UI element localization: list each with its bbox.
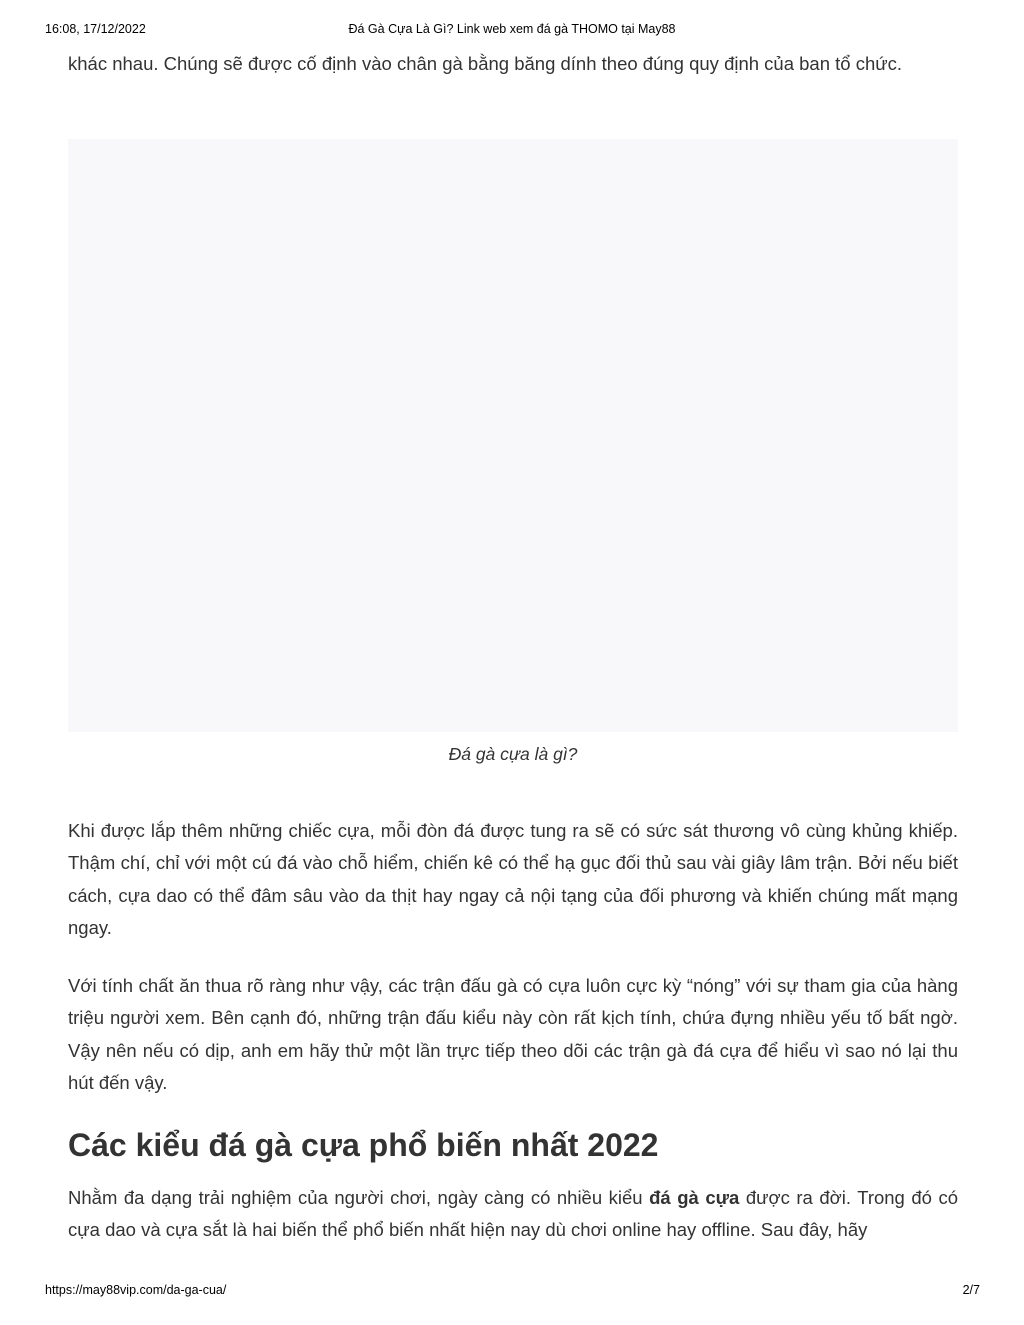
paragraph-text: [68, 1182, 958, 1247]
paragraph-text: Khi được lắp thêm những chiếc cựa, mỗi đòn đá được tung ra sẽ có sức sát thương vô cùng khủng khiếp. Thậm chí, chỉ với một cú đá vào chỗ hiểm, chiến kê có thể hạ gục đối thủ sau vài giây lâm trận. Bởi nếu biết cách, cựa dao có thể đâm sâu vào da thịt hay ngay cả nội tạng của đối phương và khiến chúng mất mạng ngay.: [68, 820, 958, 938]
intro-continuation: khác nhau. Chúng sẽ được cố định vào chân gà bằng băng dính theo đúng quy định của ban tổ chức.: [68, 53, 903, 74]
bold-keyword-link: đá gà cựa: [649, 1187, 740, 1208]
article-figure-image: [68, 139, 958, 732]
print-datetime: 16:08, 17/12/2022: [45, 22, 146, 36]
print-page-number: 2/7: [962, 1283, 980, 1297]
paragraph-text: Với tính chất ăn thua rõ ràng như vậy, các trận đấu gà có cựa luôn cực kỳ “nóng” với sự tham gia của hàng triệu người xem. Bên cạnh đó, những trận đấu kiểu này còn rất kịch tính, chứa đựng nhiều yếu tố bất ngờ. Vậy nên nếu có dịp, anh em hãy thử một lần trực tiếp theo dõi các trận gà đá cựa để hiểu vì sao nó lại thu hút đến vậy.: [68, 975, 958, 1093]
print-url: https://may88vip.com/da-ga-cua/: [45, 1283, 227, 1297]
print-page-title: Đá Gà Cựa Là Gì? Link web xem đá gà THOMO tại May88: [348, 22, 676, 36]
print-footer: [0, 1283, 1024, 1303]
paragraph-text-after: được ra đời. Trong đó có cựa dao và cựa sắt là hai biến thể phổ biến nhất hiện nay dù chơi online hay offline. Sau đây, hãy: [68, 1187, 958, 1241]
paragraph-text-before: Nhằm đa dạng trải nghiệm của người chơi, ngày càng có nhiều kiểu: [68, 1187, 650, 1208]
article-paragraph-1: [68, 815, 958, 944]
article-body: [68, 48, 958, 80]
print-header: [0, 22, 1024, 42]
figure-caption: Đá gà cựa là gì?: [448, 744, 578, 764]
article-paragraph-2: [68, 970, 958, 1099]
section-heading: Các kiểu đá gà cựa phổ biến nhất 2022: [68, 1127, 659, 1163]
article-paragraph-3: [68, 1182, 958, 1247]
